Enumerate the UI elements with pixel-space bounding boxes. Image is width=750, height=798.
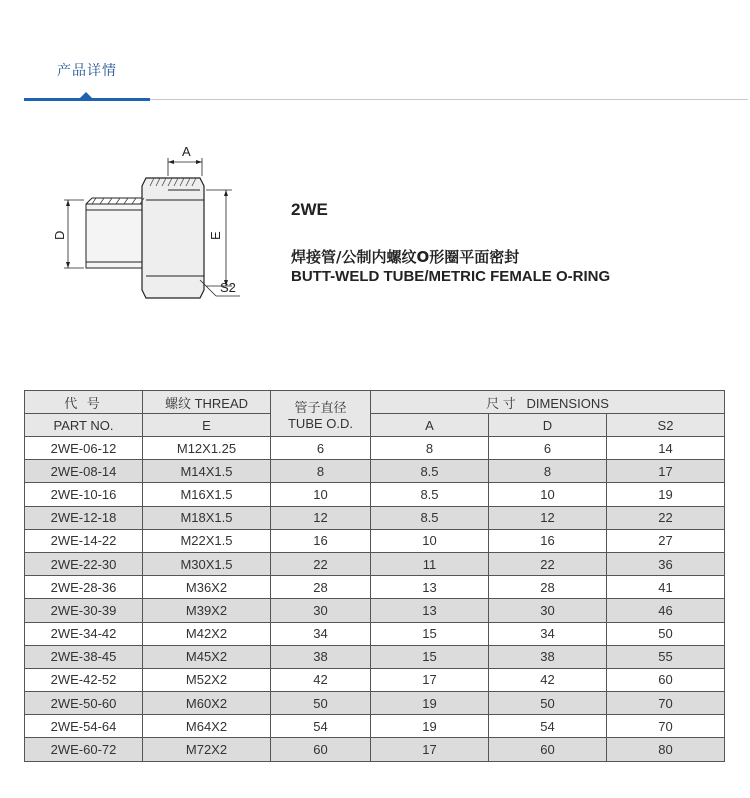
tab-product-details[interactable]: 产品详情 [57, 63, 117, 79]
cell-s2: 17 [607, 460, 725, 483]
cell-d: 12 [489, 506, 607, 529]
cell-d: 54 [489, 715, 607, 738]
cell-d: 42 [489, 668, 607, 691]
table-row [25, 506, 725, 529]
cell-d: 34 [489, 622, 607, 645]
cell-a: 15 [371, 645, 489, 668]
cell-thread: M12X1.25 [143, 437, 271, 460]
cell-d: 50 [489, 692, 607, 715]
cell-s2: 27 [607, 529, 725, 552]
table-row [25, 552, 725, 575]
cell-s2: 22 [607, 506, 725, 529]
cell-s2: 70 [607, 715, 725, 738]
spec-table [24, 390, 725, 762]
cell-tube: 34 [271, 622, 371, 645]
dim-label-a: A [182, 144, 191, 159]
cell-d: 38 [489, 645, 607, 668]
cell-thread: M22X1.5 [143, 529, 271, 552]
cell-thread: M14X1.5 [143, 460, 271, 483]
header-tube-en: TUBE O.D. [287, 415, 353, 431]
cell-tube: 30 [271, 599, 371, 622]
table-row [25, 460, 725, 483]
cell-tube: 22 [271, 552, 371, 575]
header-thread: 螺纹 THREAD [143, 391, 271, 414]
cell-part: 2WE-30-39 [25, 599, 143, 622]
cell-part: 2WE-60-72 [25, 738, 143, 761]
cell-s2: 55 [607, 645, 725, 668]
cell-d: 6 [489, 437, 607, 460]
cell-a: 19 [371, 715, 489, 738]
cell-part: 2WE-14-22 [25, 529, 143, 552]
cell-s2: 36 [607, 552, 725, 575]
cell-tube: 12 [271, 506, 371, 529]
cell-d: 22 [489, 552, 607, 575]
cell-a: 17 [371, 738, 489, 761]
cell-a: 17 [371, 668, 489, 691]
cell-tube: 38 [271, 645, 371, 668]
table-row [25, 668, 725, 691]
header-d: D [489, 414, 607, 437]
cell-part: 2WE-38-45 [25, 645, 143, 668]
header-a: A [371, 414, 489, 437]
table-row [25, 483, 725, 506]
cell-a: 8 [371, 437, 489, 460]
dim-label-s2: S2 [220, 280, 236, 295]
cell-part: 2WE-28-36 [25, 576, 143, 599]
cell-part: 2WE-12-18 [25, 506, 143, 529]
table-row [25, 738, 725, 761]
cell-thread: M64X2 [143, 715, 271, 738]
cell-a: 15 [371, 622, 489, 645]
cell-thread: M52X2 [143, 668, 271, 691]
table-row [25, 692, 725, 715]
cell-a: 8.5 [371, 460, 489, 483]
cell-part: 2WE-50-60 [25, 692, 143, 715]
cell-part: 2WE-08-14 [25, 460, 143, 483]
cell-a: 11 [371, 552, 489, 575]
cell-thread: M30X1.5 [143, 552, 271, 575]
cell-part: 2WE-22-30 [25, 552, 143, 575]
cell-thread: M72X2 [143, 738, 271, 761]
table-row [25, 529, 725, 552]
cell-thread: M39X2 [143, 599, 271, 622]
cell-tube: 60 [271, 738, 371, 761]
dim-label-d: D [52, 230, 67, 240]
cell-part: 2WE-42-52 [25, 668, 143, 691]
cell-s2: 41 [607, 576, 725, 599]
table-row [25, 645, 725, 668]
cell-thread: M45X2 [143, 645, 271, 668]
header-code-en: PART NO. [25, 414, 143, 437]
cell-a: 8.5 [371, 483, 489, 506]
header-tube [271, 391, 371, 437]
cell-a: 19 [371, 692, 489, 715]
cell-thread: M36X2 [143, 576, 271, 599]
cell-tube: 42 [271, 668, 371, 691]
cell-s2: 50 [607, 622, 725, 645]
cell-d: 60 [489, 738, 607, 761]
table-row [25, 622, 725, 645]
cell-part: 2WE-34-42 [25, 622, 143, 645]
cell-a: 13 [371, 576, 489, 599]
header-tube-cn: 管子直径 [294, 399, 347, 415]
spec-table-body [25, 437, 725, 762]
table-row [25, 437, 725, 460]
cell-part: 2WE-06-12 [25, 437, 143, 460]
product-model: 2WE [291, 200, 328, 219]
header-thread-sub: E [143, 414, 271, 437]
cell-a: 10 [371, 529, 489, 552]
cell-part: 2WE-54-64 [25, 715, 143, 738]
cell-thread: M60X2 [143, 692, 271, 715]
cell-d: 28 [489, 576, 607, 599]
table-row [25, 576, 725, 599]
cell-thread: M18X1.5 [143, 506, 271, 529]
cell-tube: 16 [271, 529, 371, 552]
cell-d: 16 [489, 529, 607, 552]
cell-tube: 6 [271, 437, 371, 460]
fitting-drawing [50, 140, 260, 310]
cell-a: 13 [371, 599, 489, 622]
tab-caret-icon [80, 92, 92, 98]
cell-s2: 80 [607, 738, 725, 761]
cell-tube: 28 [271, 576, 371, 599]
table-row [25, 599, 725, 622]
dim-label-e: E [208, 231, 223, 240]
product-description-en: BUTT-WELD TUBE/METRIC FEMALE O-RING [291, 268, 611, 285]
cell-s2: 14 [607, 437, 725, 460]
header-code-cn: 代 号 [25, 391, 143, 414]
cell-d: 10 [489, 483, 607, 506]
cell-tube: 50 [271, 692, 371, 715]
header-s2: S2 [607, 414, 725, 437]
cell-s2: 19 [607, 483, 725, 506]
cell-d: 30 [489, 599, 607, 622]
cell-s2: 46 [607, 599, 725, 622]
cell-d: 8 [489, 460, 607, 483]
cell-s2: 70 [607, 692, 725, 715]
cell-s2: 60 [607, 668, 725, 691]
cell-thread: M16X1.5 [143, 483, 271, 506]
cell-tube: 8 [271, 460, 371, 483]
cell-tube: 10 [271, 483, 371, 506]
cell-part: 2WE-10-16 [25, 483, 143, 506]
cell-thread: M42X2 [143, 622, 271, 645]
cell-a: 8.5 [371, 506, 489, 529]
header-dimensions: 尺 寸 DIMENSIONS [371, 391, 725, 414]
tab-active-underline [24, 98, 150, 101]
product-description-cn: 焊接管/公制内螺纹O形圈平面密封 [291, 248, 520, 266]
cell-tube: 54 [271, 715, 371, 738]
table-row [25, 715, 725, 738]
